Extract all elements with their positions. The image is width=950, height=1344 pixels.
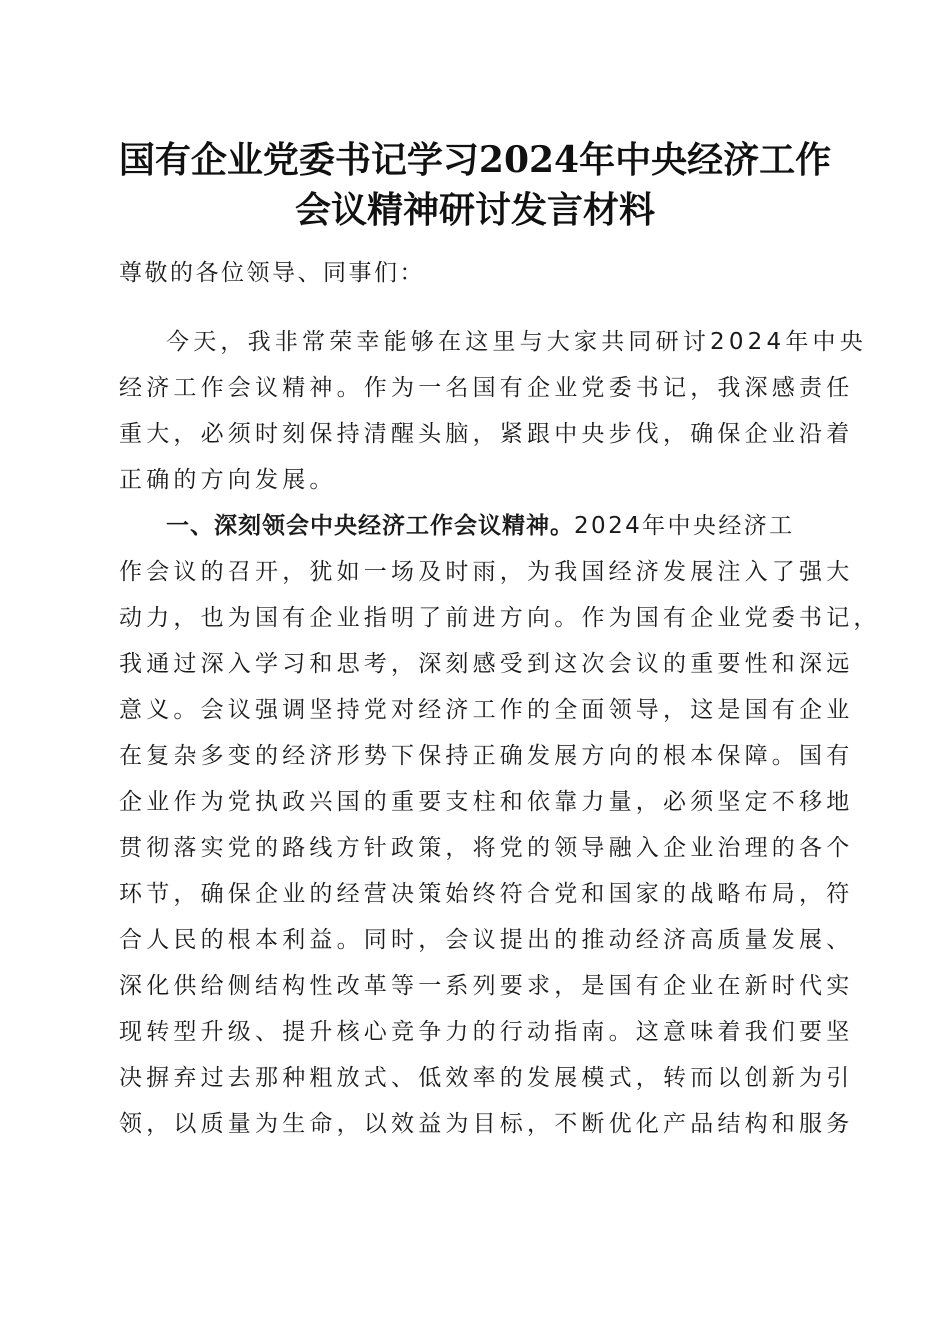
- paragraph-line: 重大，必须时刻保持清醒头脑，紧跟中央步伐，确保企业沿着: [119, 421, 854, 447]
- paragraph-line: 现转型升级、提升核心竞争力的行动指南。这意味着我们要坚: [119, 1019, 854, 1045]
- paragraph-line: 正确的方向发展。: [119, 467, 337, 493]
- section-heading: 一、深刻领会中央经济工作会议精神。: [166, 513, 574, 539]
- salutation: 尊敬的各位领导、同事们：: [119, 260, 425, 286]
- paragraph-line: 决摒弃过去那种粗放式、低效率的发展模式，转而以创新为引: [119, 1065, 854, 1091]
- document-title-line-2: 会议精神研讨发言材料: [294, 189, 655, 231]
- paragraph-line: 企业作为党执政兴国的重要支柱和依靠力量，必须坚定不移地: [119, 789, 854, 815]
- paragraph-line: 深化供给侧结构性改革等一系列要求，是国有企业在新时代实: [119, 973, 854, 999]
- paragraph-line: 环节，确保企业的经营决策始终符合党和国家的战略布局，符: [119, 881, 854, 907]
- paragraph-line: 在复杂多变的经济形势下保持正确发展方向的根本保障。国有: [119, 743, 854, 769]
- document-title-line-1: 国有企业党委书记学习2024年中央经济工作: [118, 139, 832, 181]
- paragraph-line: 意义。会议强调坚持党对经济工作的全面领导，这是国有企业: [119, 697, 854, 723]
- paragraph-line: 领，以质量为生命，以效益为目标，不断优化产品结构和服务: [119, 1111, 854, 1137]
- paragraph-line: 今天，我非常荣幸能够在这里与大家共同研讨2024年中央: [166, 329, 867, 355]
- paragraph-line: 贯彻落实党的路线方针政策，将党的领导融入企业治理的各个: [119, 835, 854, 861]
- paragraph-line: 动力，也为国有企业指明了前进方向。作为国有企业党委书记，: [119, 605, 881, 631]
- paragraph-line: 我通过深入学习和思考，深刻感受到这次会议的重要性和深远: [119, 651, 854, 677]
- paragraph-line: 经济工作会议精神。作为一名国有企业党委书记，我深感责任: [119, 375, 854, 401]
- paragraph-line: 合人民的根本利益。同时，会议提出的推动经济高质量发展、: [119, 927, 854, 953]
- section-heading-continuation: 2024年中央经济工: [574, 513, 795, 539]
- section-heading-line: [166, 503, 840, 549]
- paragraph-line: 作会议的召开，犹如一场及时雨，为我国经济发展注入了强大: [119, 559, 854, 585]
